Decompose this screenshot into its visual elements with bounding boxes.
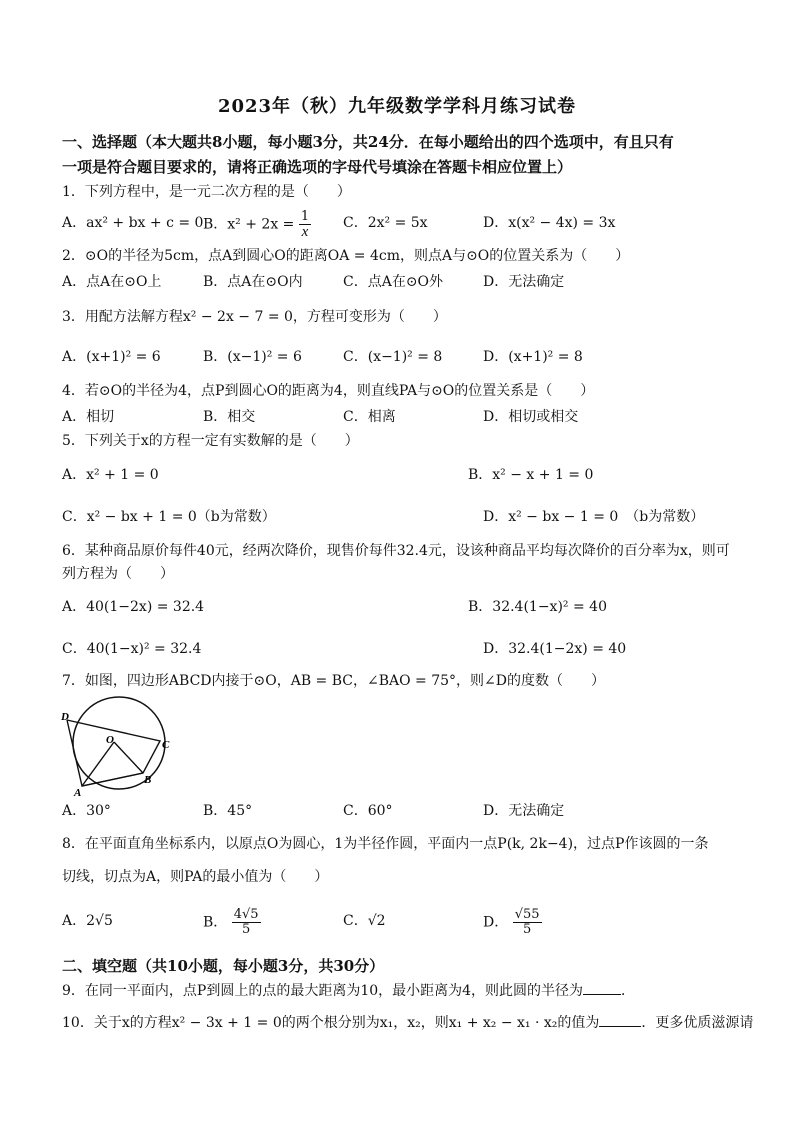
question-8-option-b-numerator: 4√5	[233, 907, 259, 922]
question-2-option-c: C．点A在⊙O外	[343, 274, 444, 290]
question-8-option-c: C．√2	[343, 913, 386, 929]
question-7-stem: 7．如图，四边形ABCD内接于⊙O，AB = BC，∠BAO = 75°，则∠D的度数（ ）	[62, 673, 606, 689]
question-5-stem: 5．下列关于x的方程一定有实数解的是（ ）	[62, 433, 359, 449]
question-3-option-b: B．(x−1)² = 6	[203, 349, 302, 365]
question-6-options-row-2	[62, 636, 742, 662]
question-3-option-c: C．(x−1)² = 8	[343, 349, 443, 365]
question-1-option-b	[203, 210, 311, 239]
section-1-line-2: 一项是符合题目要求的，请将正确选项的字母代号填涂在答题卡相应位置上）	[62, 158, 573, 176]
question-9-text: 9．在同一平面内，点P到圆上的点的最大距离为10，最小距离为4，则此圆的半径为	[62, 983, 584, 999]
question-6-option-a: A．40(1−2x) = 32.4	[62, 599, 205, 615]
question-1-option-d: D．x(x² − 4x) = 3x	[483, 215, 616, 231]
question-8-options	[62, 907, 742, 937]
question-1-option-b-label: B．x² + 2x =	[203, 216, 295, 233]
question-8-option-b-denominator: 5	[242, 922, 251, 937]
question-7-option-a: A．30°	[62, 803, 111, 819]
question-8-option-d-label: D．	[483, 914, 509, 931]
question-4-option-a: A．相切	[62, 409, 115, 425]
question-8-option-d-fraction	[513, 908, 542, 937]
question-8-option-b	[203, 908, 261, 937]
question-7-options	[62, 798, 742, 824]
question-5-option-d: D．x² − bx − 1 = 0 （b为常数）	[483, 509, 705, 525]
question-10-text: 10．关于x的方程x² − 3x + 1 = 0的两个根分别为x₁，x₂，则x₁ + x₂ − x₁ · x₂的值为	[62, 1015, 600, 1031]
question-2-stem: 2．⊙O的半径为5cm，点A到圆心O的距离OA = 4cm，则点A与⊙O的位置关系为（ ）	[62, 248, 630, 264]
question-4-option-c: C．相离	[343, 409, 396, 425]
question-2-option-a: A．点A在⊙O上	[62, 274, 162, 290]
question-4-option-d: D．相切或相交	[483, 409, 579, 425]
label-o: O	[106, 734, 114, 746]
question-2-option-b: B．点A在⊙O内	[203, 274, 303, 290]
question-2-options	[62, 269, 742, 295]
question-5-option-c: C．x² − bx + 1 = 0（b为常数）	[62, 509, 276, 525]
question-8-option-b-fraction	[232, 908, 261, 937]
question-6-stem-line-2: 列方程为（ ）	[62, 566, 174, 582]
question-2-option-d: D．无法确定	[483, 274, 565, 290]
question-4-options	[62, 404, 742, 430]
question-4-stem: 4．若⊙O的半径为4，点P到圆心O的距离为4，则直线PA与⊙O的位置关系是（ ）	[62, 383, 595, 399]
segment-ob	[114, 742, 143, 773]
question-1-option-a: A．ax² + bx + c = 0	[62, 215, 204, 231]
question-9-answer-blank	[583, 982, 621, 995]
section-2-heading: 二、填空题（共10小题，每小题3分，共30分）	[62, 957, 385, 975]
question-1-option-c: C．2x² = 5x	[343, 215, 428, 231]
question-1-options	[62, 209, 742, 240]
question-8-option-d-numerator: √55	[514, 907, 540, 922]
question-7-option-b: B．45°	[203, 803, 253, 819]
question-8-stem-line-1: 8．在平面直角坐标系内，以原点O为圆心，1为半径作圆，平面内一点P(k, 2k−4)，过点P作该圆的一条	[62, 836, 709, 852]
question-9	[62, 980, 742, 1002]
page-title: 2023年（秋）九年级数学学科月练习试卷	[217, 96, 577, 117]
segment-oa	[82, 742, 114, 786]
question-6-option-d: D．32.4(1−2x) = 40	[483, 641, 627, 657]
question-8-option-d-denominator: 5	[522, 922, 532, 937]
question-6-options-row-1	[62, 594, 742, 620]
question-8-option-b-label: B．	[203, 914, 228, 931]
section-1-line-1: 一、选择题（本大题共8小题，每小题3分，共24分．在每小题给出的四个选项中，有且只有	[62, 133, 674, 151]
question-10	[62, 1012, 754, 1034]
question-9-end: ．	[621, 983, 636, 999]
label-c: C	[162, 739, 170, 751]
question-5-option-b: B．x² − x + 1 = 0	[468, 467, 594, 483]
question-6-option-c: C．40(1−x)² = 32.4	[62, 641, 202, 657]
question-6-stem-line-1: 6．某种商品原价每件40元，经两次降价，现售价每件32.4元，设该种商品平均每次降价的百分率为x，则可	[62, 543, 730, 559]
question-8-option-a: A．2√5	[62, 913, 113, 929]
question-5-options-row-2	[62, 504, 742, 530]
question-7-option-d: D．无法确定	[483, 803, 565, 819]
question-5-option-a: A．x² + 1 = 0	[62, 467, 159, 483]
label-b: B	[144, 774, 152, 786]
question-3-option-a: A．(x+1)² = 6	[62, 349, 161, 365]
question-10-answer-blank	[599, 1014, 641, 1027]
question-5-options-row-1	[62, 462, 742, 488]
question-1-option-b-denominator: x	[301, 224, 309, 240]
question-8-stem-line-2: 切线，切点为A，则PA的最小值为（ ）	[62, 869, 329, 885]
question-3-stem: 3．用配方法解方程x² − 2x − 7 = 0，方程可变形为（ ）	[62, 309, 447, 325]
question-1-stem: 1．下列方程中，是一元二次方程的是（ ）	[62, 184, 351, 200]
question-6-option-b: B．32.4(1−x)² = 40	[468, 599, 607, 615]
question-4-option-b: B．相交	[203, 409, 256, 425]
question-1-option-b-fraction	[299, 210, 311, 239]
label-a: A	[74, 787, 82, 798]
question-3-option-d: D．(x+1)² = 8	[483, 349, 583, 365]
question-8-option-d	[483, 908, 542, 937]
question-3-options	[62, 344, 742, 370]
question-1-option-b-numerator: 1	[300, 209, 310, 224]
question-7-figure	[58, 696, 178, 798]
label-d: D	[61, 711, 69, 723]
question-10-end: ．更多优质滋源请	[641, 1015, 754, 1031]
question-7-option-c: C．60°	[343, 803, 393, 819]
